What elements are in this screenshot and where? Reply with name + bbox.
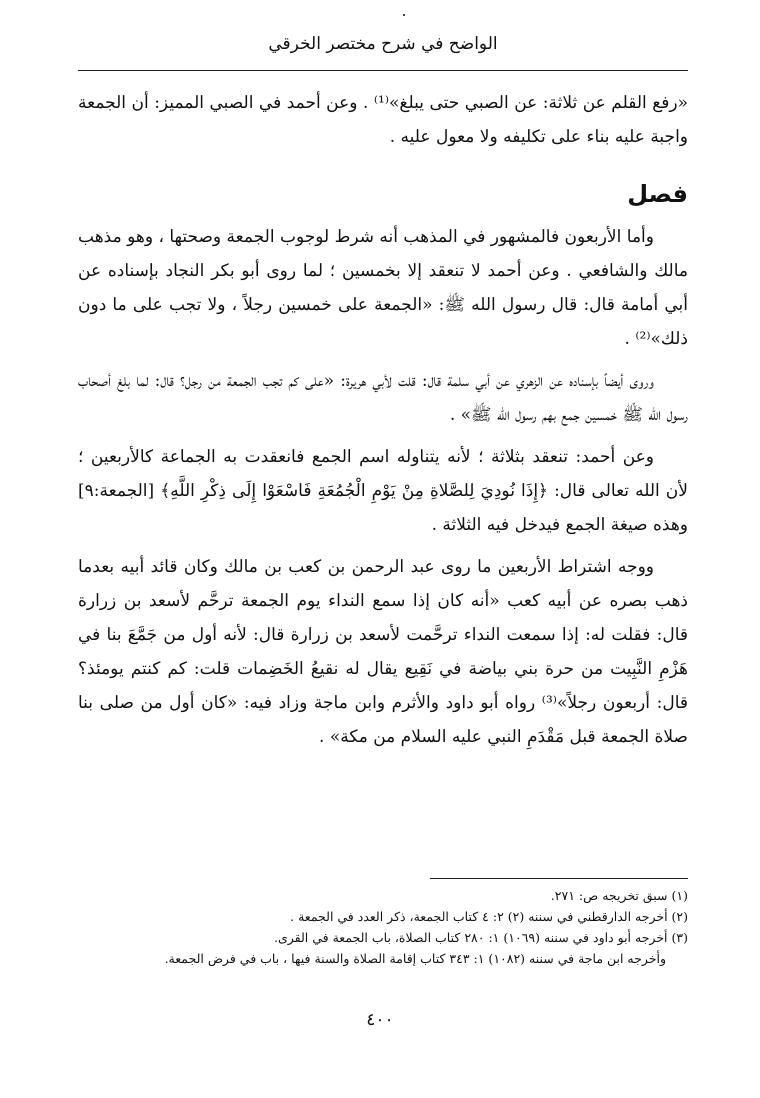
body-text xyxy=(78,86,688,754)
scan-dot xyxy=(403,14,405,16)
footnote-2: (٢) أخرجه الدارقطني في سننه (٢) ٢: ٤ كتاب الجمعة، ذكر العدد في الجمعة . xyxy=(290,909,688,924)
paragraph-3: وروى أيضاً بإسناده عن الزهري عن أبي سلمة قال: قلت لأبي هريرة: «على كم تجب الجمعة من رجل؟ قال: لما بلغ أصحاب رسول الله ﷺ خمسين جمع بهم رسول الله ﷺ» . xyxy=(78,371,688,425)
page-number: ٤٠٠ xyxy=(366,1010,394,1030)
footnote-rule xyxy=(430,878,688,879)
paragraph-4: وعن أحمد: تنعقد بثلاثة ؛ لأنه يتناوله اسم الجمع فانعقدت به الجماعة كالأربعين ؛ لأن الله تعالى قال: ﴿إِذَا نُودِيَ لِلصَّلاةِ مِنْ يَوْمِ الْجُمُعَةِ فَاسْعَوْا إِلَى ذِكْرِ اللَّهِ﴾ [الجمعة:٩] وهذه صيغة الجمع فيدخل فيه الثلاثة . xyxy=(78,447,688,535)
paragraph-1: «رفع القلم عن ثلاثة: عن الصبي حتى يبلغ»⁽¹⁾ . وعن أحمد في الصبي المميز: أن الجمعة واجبة عليه بناء على تكليفه ولا معول عليه . xyxy=(78,93,688,147)
footnote-1: (١) سبق تخريجه ص: ٢٧١. xyxy=(550,888,688,903)
footnotes xyxy=(78,885,688,969)
footnote-3: (٣) أخرجه أبو داود في سننه (١٠٦٩) ١: ٢٨٠ كتاب الصلاة، باب الجمعة في القرى. xyxy=(273,930,688,945)
running-title: الواضح في شرح مختصر الخرقي xyxy=(268,34,498,54)
paragraph-2: وأما الأربعون فالمشهور في المذهب أنه شرط لوجوب الجمعة وصحتها ، وهو مذهب مالك والشافعي . وعن أحمد لا تنعقد إلا بخمسين ؛ لما روى أبو بكر النجاد بإسناده عن أبي أمامة قال: قال رسول الله ﷺ: «الجمعة على خمسين رجلاً ، ولا تجب على ما دون ذلك»⁽²⁾ . xyxy=(78,227,688,349)
footnote-3-continued: وأخرجه ابن ماجة في سننه (١٠٨٢) ١: ٣٤٣ كتاب إقامة الصلاة والسنة فيها ، باب في فرض الجمعة. xyxy=(164,951,666,966)
paragraph-5: ووجه اشتراط الأربعين ما روى عبد الرحمن بن كعب بن مالك وكان قائد أبيه بعدما ذهب بصره عن أبيه كعب «أنه كان إذا سمع النداء يوم الجمعة ترحَّم لأسعد بن زرارة قال: فقلت له: إذا سمعت النداء ترحَّمت لأسعد بن زرارة قال: لأنه أول من جَمَّعَ بنا في هَزْمِ النَّبِيت من حرة بني بياضة في نَقِيع يقال له نقيعُ الخَضِمات قلت: كم كنتم يومئذ؟ قال: أربعون رجلاً»⁽³⁾ رواه أبو داود والأثرم وابن ماجة وزاد فيه: «كان أول من صلى بنا صلاة الجمعة قبل مَقْدَمِ النبي عليه السلام من مكة» . xyxy=(78,557,688,747)
section-title: فصل xyxy=(627,180,688,208)
header-rule xyxy=(78,70,688,71)
